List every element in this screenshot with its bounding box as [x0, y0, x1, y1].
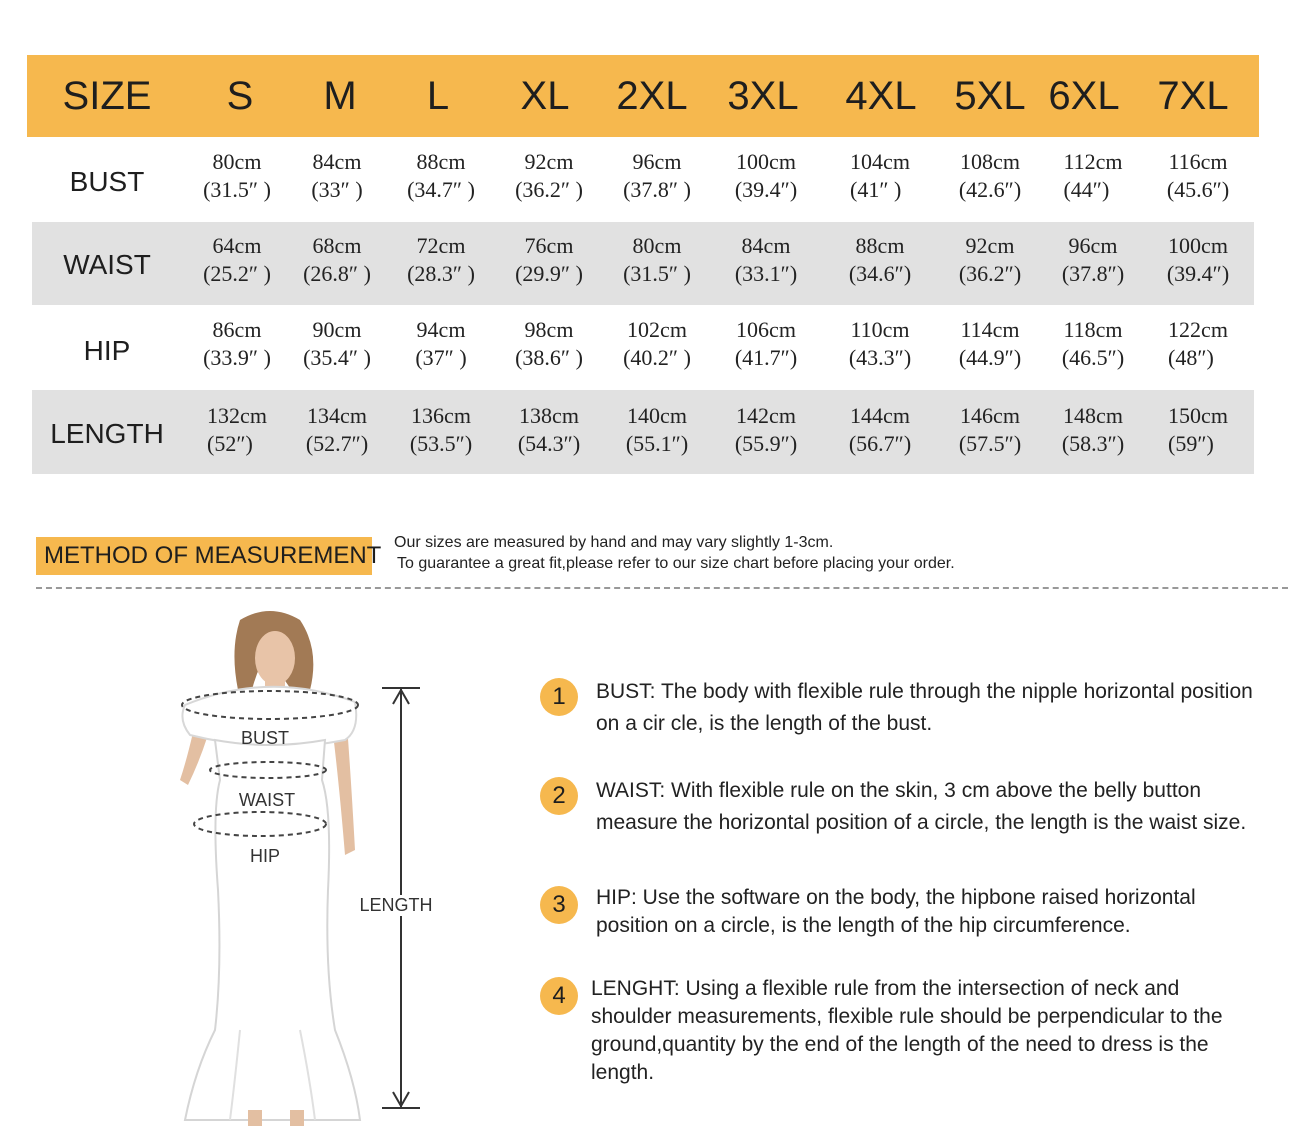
table-cell-length-s: [207, 402, 267, 458]
table-cell-length-m: [306, 402, 368, 458]
cell-cm-value: 98cm: [524, 317, 574, 342]
table-cell-hip-5xl: [959, 316, 1021, 372]
table-cell-bust-s: [203, 148, 271, 204]
cell-inch-value: (54.3″): [517, 431, 581, 456]
cell-cm-value: 72cm: [416, 233, 466, 258]
size-col-3xl: 3XL: [727, 74, 799, 118]
table-cell-waist-5xl: [959, 232, 1021, 288]
table-cell-bust-xl: [515, 148, 583, 204]
size-col-2xl: 2XL: [616, 74, 688, 118]
cell-cm-value: 118cm: [1063, 317, 1123, 342]
table-cell-bust-2xl: [623, 148, 691, 204]
cell-cm-value: 102cm: [627, 317, 687, 342]
cell-inch-value: (34.7″ ): [407, 177, 475, 202]
cell-inch-value: (58.3″): [1061, 431, 1125, 456]
cell-inch-value: (40.2″ ): [623, 345, 691, 370]
method-note-line2: To guarantee a great fit,please refer to our size chart before placing your order.: [397, 555, 955, 572]
cell-inch-value: (37.8″): [1061, 261, 1125, 286]
table-cell-hip-l: [415, 316, 466, 372]
cell-cm-value: 134cm: [307, 403, 367, 428]
cell-cm-value: 68cm: [312, 233, 362, 258]
cell-cm-value: 144cm: [850, 403, 910, 428]
table-cell-waist-6xl: [1062, 232, 1124, 288]
cell-inch-value: (33.9″ ): [203, 345, 271, 370]
table-cell-hip-3xl: [735, 316, 797, 372]
row-label-hip: HIP: [83, 335, 131, 366]
step-text-waist: WAIST: With flexible rule on the skin, 3 cm above the belly button measure the horizontal position of a circle, the length is the waist size.: [596, 779, 1247, 834]
cell-cm-value: 94cm: [416, 317, 466, 342]
cell-cm-value: 100cm: [1168, 233, 1228, 258]
cell-inch-value: (41.7″): [734, 345, 798, 370]
table-cell-length-6xl: [1062, 402, 1124, 458]
table-cell-waist-m: [303, 232, 371, 288]
cell-inch-value: (34.6″): [848, 261, 912, 286]
cell-inch-value: (33″ ): [311, 177, 363, 202]
cell-cm-value: 88cm: [416, 149, 466, 174]
cell-inch-value: (31.5″ ): [203, 177, 271, 202]
cell-cm-value: 86cm: [212, 317, 262, 342]
cell-inch-value: (42.6″): [958, 177, 1022, 202]
cell-inch-value: (46.5″): [1061, 345, 1125, 370]
cell-inch-value: (36.2″ ): [515, 177, 583, 202]
cell-cm-value: 92cm: [524, 149, 574, 174]
cell-inch-value: (31.5″ ): [623, 261, 691, 286]
cell-cm-value: 114cm: [960, 317, 1020, 342]
cell-cm-value: 80cm: [212, 149, 262, 174]
step-text-bust: BUST: The body with flexible rule through the nipple horizontal position on a cir cle, is the length of the bust.: [596, 680, 1253, 735]
cell-cm-value: 76cm: [524, 233, 574, 258]
table-cell-hip-6xl: [1062, 316, 1124, 372]
table-cell-hip-7xl: [1168, 316, 1228, 372]
figure-label-length: LENGTH: [359, 895, 433, 915]
table-cell-length-xl: [518, 402, 580, 458]
cell-inch-value: (44.9″): [958, 345, 1022, 370]
cell-inch-value: (39.4″): [1166, 261, 1230, 286]
cell-inch-value: (44″): [1063, 177, 1110, 202]
table-cell-bust-5xl: [959, 148, 1021, 204]
table-cell-waist-2xl: [623, 232, 691, 288]
cell-inch-value: (37″ ): [415, 345, 467, 370]
section-divider: [36, 587, 1288, 589]
size-col-4xl: 4XL: [845, 74, 917, 118]
cell-cm-value: 92cm: [965, 233, 1015, 258]
size-col-7xl: 7XL: [1157, 74, 1229, 118]
size-col-xl: XL: [520, 74, 570, 118]
cell-cm-value: 84cm: [741, 233, 791, 258]
cell-cm-value: 64cm: [212, 233, 262, 258]
table-cell-length-4xl: [849, 402, 911, 458]
cell-inch-value: (41″ ): [850, 177, 902, 202]
table-cell-waist-4xl: [849, 232, 911, 288]
cell-inch-value: (55.1″): [625, 431, 689, 456]
table-cell-length-2xl: [626, 402, 688, 458]
table-cell-waist-3xl: [735, 232, 797, 288]
row-label-length: LENGTH: [50, 418, 164, 449]
table-cell-length-l: [410, 402, 472, 458]
step-number-1: 1: [540, 678, 578, 716]
cell-cm-value: 122cm: [1168, 317, 1228, 342]
cell-inch-value: (57.5″): [958, 431, 1022, 456]
cell-cm-value: 110cm: [850, 317, 910, 342]
cell-cm-value: 104cm: [850, 149, 910, 174]
cell-inch-value: (45.6″): [1166, 177, 1230, 202]
cell-inch-value: (56.7″): [848, 431, 912, 456]
figure-label-waist: WAIST: [238, 790, 296, 810]
cell-cm-value: 108cm: [960, 149, 1020, 174]
cell-inch-value: (37.8″ ): [623, 177, 691, 202]
cell-inch-value: (48″): [1168, 345, 1214, 370]
cell-inch-value: (52.7″): [305, 431, 369, 456]
cell-inch-value: (55.9″): [734, 431, 798, 456]
table-cell-hip-xl: [515, 316, 583, 372]
table-cell-waist-l: [407, 232, 475, 288]
cell-inch-value: (35.4″ ): [303, 345, 371, 370]
step-text-length: LENGHT: Using a flexible rule from the intersection of neck and shoulder measurements, flexible rule should be perpendicular to the ground,quantity by the end of the length of the need to dress is the length.: [591, 977, 1223, 1084]
cell-cm-value: 142cm: [736, 403, 796, 428]
table-cell-length-7xl: [1168, 402, 1228, 458]
table-cell-bust-6xl: [1063, 148, 1122, 204]
cell-cm-value: 150cm: [1168, 403, 1228, 428]
cell-inch-value: (26.8″ ): [303, 261, 371, 286]
row-label-waist: WAIST: [63, 249, 151, 280]
step-number-2: 2: [540, 777, 578, 815]
cell-cm-value: 116cm: [1168, 149, 1228, 174]
step-number-4: 4: [540, 977, 578, 1015]
table-cell-hip-s: [203, 316, 271, 372]
table-cell-waist-7xl: [1167, 232, 1229, 288]
row-label-bust: BUST: [69, 166, 145, 197]
cell-cm-value: 106cm: [736, 317, 796, 342]
table-cell-bust-4xl: [850, 148, 910, 204]
method-title: METHOD OF MEASUREMENT: [36, 537, 372, 575]
table-cell-waist-s: [203, 232, 271, 288]
size-col-6xl: 6XL: [1048, 74, 1120, 118]
cell-inch-value: (28.3″ ): [407, 261, 475, 286]
size-table-header: [27, 55, 1259, 137]
cell-cm-value: 112cm: [1063, 149, 1123, 174]
cell-inch-value: (39.4″): [734, 177, 798, 202]
cell-inch-value: (53.5″): [409, 431, 473, 456]
table-cell-waist-xl: [515, 232, 583, 288]
cell-inch-value: (59″): [1168, 431, 1214, 456]
cell-cm-value: 100cm: [736, 149, 796, 174]
cell-cm-value: 84cm: [312, 149, 362, 174]
cell-inch-value: (43.3″): [848, 345, 912, 370]
cell-cm-value: 146cm: [960, 403, 1020, 428]
size-col-5xl: 5XL: [954, 74, 1026, 118]
cell-cm-value: 96cm: [632, 149, 682, 174]
size-col-l: L: [426, 74, 450, 118]
table-cell-bust-l: [407, 148, 475, 204]
cell-cm-value: 96cm: [1068, 233, 1118, 258]
method-note-line1: Our sizes are measured by hand and may vary slightly 1-3cm.: [394, 534, 834, 551]
cell-cm-value: 88cm: [855, 233, 905, 258]
cell-cm-value: 80cm: [632, 233, 682, 258]
size-header-label: SIZE: [62, 74, 152, 118]
cell-inch-value: (36.2″): [958, 261, 1022, 286]
table-cell-bust-7xl: [1167, 148, 1229, 204]
cell-inch-value: (52″): [207, 431, 253, 456]
figure-label-bust: BUST: [240, 728, 290, 748]
cell-cm-value: 140cm: [627, 403, 687, 428]
cell-cm-value: 138cm: [519, 403, 579, 428]
table-cell-length-5xl: [959, 402, 1021, 458]
table-cell-bust-3xl: [735, 148, 797, 204]
step-text-hip: HIP: Use the software on the body, the hipbone raised horizontal position on a circle, is the length of the hip circumference.: [596, 886, 1196, 937]
table-cell-hip-m: [303, 316, 371, 372]
size-col-m: M: [323, 74, 357, 118]
method-note: [394, 532, 955, 574]
table-cell-hip-4xl: [849, 316, 911, 372]
step-number-3: 3: [540, 886, 578, 924]
table-cell-length-3xl: [735, 402, 797, 458]
cell-inch-value: (25.2″ ): [203, 261, 271, 286]
table-cell-bust-m: [311, 148, 362, 204]
cell-inch-value: (29.9″ ): [515, 261, 583, 286]
cell-inch-value: (33.1″): [734, 261, 798, 286]
cell-cm-value: 90cm: [312, 317, 362, 342]
cell-inch-value: (38.6″ ): [515, 345, 583, 370]
cell-cm-value: 148cm: [1063, 403, 1123, 428]
size-col-s: S: [226, 74, 254, 118]
figure-label-hip: HIP: [249, 846, 281, 866]
cell-cm-value: 132cm: [207, 403, 267, 428]
table-cell-hip-2xl: [623, 316, 691, 372]
cell-cm-value: 136cm: [411, 403, 471, 428]
